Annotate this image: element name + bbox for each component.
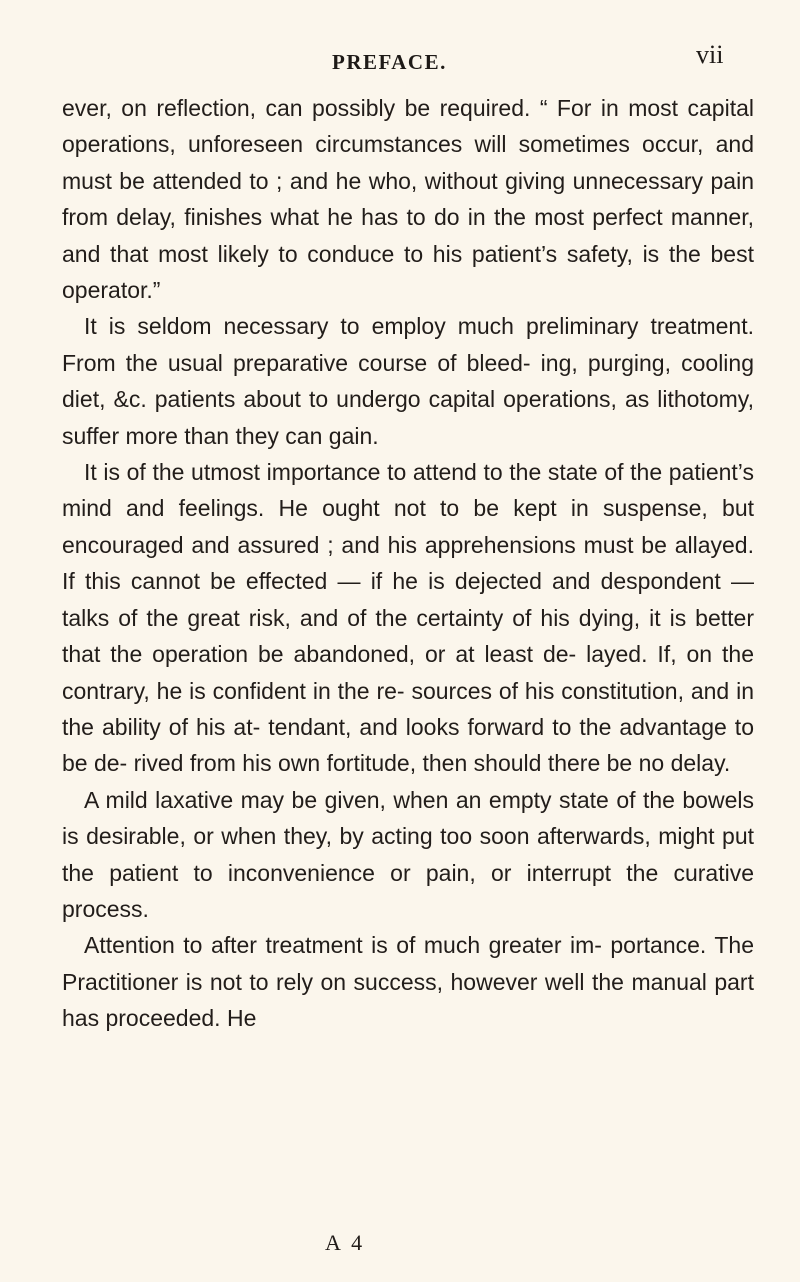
paragraph-mild-laxative: A mild laxative may be given, when an empty state of the bowels is desirable, or when they, by acting too soon afterwards, might put the patient to inconvenience or pain, or interrupt the curative process. [62, 786, 754, 922]
page-header [0, 40, 800, 86]
paragraph-continuation: ever, on reflection, can possibly be required. “ For in most capital operations, unforeseen circumstances will sometimes occur, and must be attended to ; and he who, without giving unnecessary pain from delay, finishes what he has to do in the most perfect manner, and that most likely to conduce to his patient’s safety, is the best operator.” [62, 95, 754, 304]
paragraph-after-treatment: Attention to after treatment is of much greater im- portance. The Practitioner is not to rely on success, however well the manual part has proceeded. He [62, 932, 754, 1032]
running-head: PREFACE. [332, 50, 447, 74]
page-number: vii [696, 40, 724, 69]
paragraph-patient-mind: It is of the utmost importance to attend to the state of the patient’s mind and feelings. He ought not to be kept in suspense, but encouraged and assured ; and his apprehensions must be allayed. If this cannot be effected — if he is dejected and despondent — talks of the great risk, and of the certainty of his dying, it is better that the operation be abandoned, or at least de- layed. If, on the contrary, he is confident in the re- sources of his constitution, and in the ability of his at- tendant, and looks forward to the advantage to be de- rived from his own fortitude, then should there be no delay. [62, 459, 754, 777]
paragraph-preliminary-treatment: It is seldom necessary to employ much preliminary treatment. From the usual preparative course of bleed- ing, purging, cooling diet, &c. patients about to undergo capital operations, as lithotomy, suffer more than they can gain. [62, 313, 754, 449]
signature-mark: A 4 [325, 1230, 366, 1255]
body-text [62, 90, 754, 1037]
